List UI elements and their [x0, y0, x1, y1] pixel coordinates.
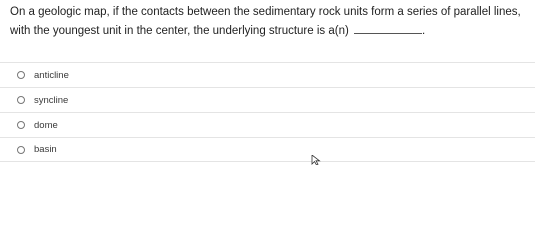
option-basin[interactable] — [0, 137, 535, 162]
option-dome[interactable] — [0, 112, 535, 137]
question-line-2-end: . — [422, 25, 426, 37]
radio-unchecked-icon[interactable] — [17, 71, 25, 79]
question-line-2: with the youngest unit in the center, the underlying structure is a(n) — [10, 25, 349, 37]
option-label: dome — [34, 119, 58, 131]
option-syncline[interactable] — [0, 87, 535, 112]
radio-unchecked-icon[interactable] — [17, 121, 25, 129]
answer-options — [0, 62, 535, 162]
option-anticline[interactable] — [0, 62, 535, 87]
option-label: basin — [34, 144, 57, 155]
option-label: anticline — [34, 69, 69, 81]
radio-unchecked-icon[interactable] — [17, 146, 25, 154]
question-line-1: On a geologic map, if the contacts between the sedimentary rock units form a series of parallel lines, — [10, 6, 521, 18]
answer-blank — [354, 23, 422, 34]
radio-unchecked-icon[interactable] — [17, 96, 25, 104]
mouse-pointer-icon — [311, 155, 321, 165]
option-label: syncline — [34, 94, 69, 106]
question-text — [10, 3, 530, 41]
